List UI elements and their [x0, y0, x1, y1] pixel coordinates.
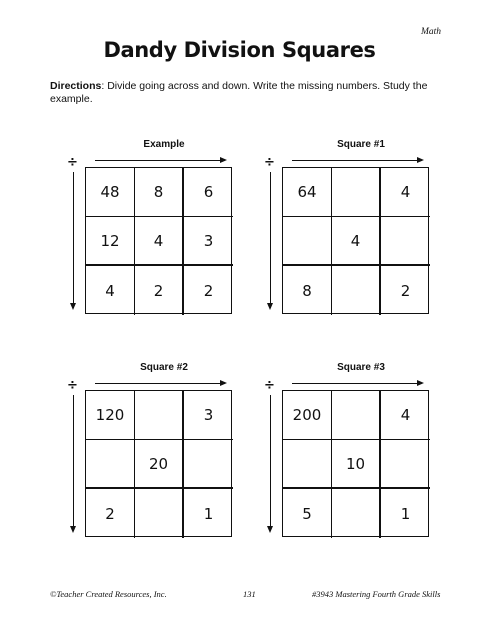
grid-cell: 2	[203, 281, 214, 300]
directions-label: Directions	[50, 80, 102, 92]
grid-cell[interactable]	[332, 266, 381, 315]
grid-cell: 3	[184, 391, 233, 440]
division-grid	[85, 167, 232, 314]
footer-page-number: 131	[243, 589, 256, 599]
down-arrow-icon	[73, 172, 74, 308]
right-arrow-icon	[292, 383, 422, 384]
page-title: Dandy Division Squares	[103, 38, 376, 62]
grid-cell: 4	[86, 266, 135, 315]
grid-cell[interactable]	[332, 391, 381, 440]
division-grid	[282, 167, 429, 314]
grid-cell: 10	[332, 440, 381, 489]
grid-cell: 4	[135, 217, 184, 266]
footer-book-title: #3943 Mastering Fourth Grade Skills	[312, 589, 441, 599]
grid-cell: 4	[332, 217, 381, 266]
grid-cell: 64	[283, 168, 332, 217]
puzzle-label: Square #3	[337, 362, 385, 373]
grid-cell: 1	[203, 504, 214, 523]
grid-cell[interactable]	[86, 440, 135, 489]
puzzle-example	[67, 139, 277, 309]
grid-cell[interactable]	[332, 168, 381, 217]
division-sign-icon: ÷	[264, 155, 275, 170]
grid-cell: 120	[86, 391, 135, 440]
grid-cell: 5	[283, 489, 332, 538]
puzzle-square-2	[67, 362, 277, 532]
down-arrow-icon	[270, 395, 271, 531]
division-sign-icon: ÷	[67, 155, 78, 170]
puzzle-label: Square #2	[140, 362, 188, 373]
grid-cell[interactable]	[184, 440, 233, 489]
grid-cell: 8	[283, 266, 332, 315]
puzzle-label: Square #1	[337, 139, 385, 150]
grid-cell: 2	[86, 489, 135, 538]
subject-label: Math	[420, 27, 441, 37]
puzzle-label: Example	[143, 139, 185, 150]
footer-copyright: ©Teacher Created Resources, Inc.	[50, 589, 167, 599]
grid-cell: 48	[86, 168, 135, 217]
division-grid	[85, 390, 232, 537]
grid-cell: 2	[135, 266, 184, 315]
puzzle-square-1	[264, 139, 474, 309]
grid-cell: 20	[135, 440, 184, 489]
grid-cell[interactable]	[381, 440, 430, 489]
grid-cell: 4	[381, 391, 430, 440]
right-arrow-icon	[292, 160, 422, 161]
grid-cell: 1	[400, 504, 411, 523]
directions-text: : Divide going across and down. Write the missing numbers. Study the example.	[50, 80, 428, 105]
grid-cell: 200	[283, 391, 332, 440]
grid-cell[interactable]	[135, 489, 184, 538]
grid-cell[interactable]	[381, 217, 430, 266]
grid-cell: 12	[86, 217, 135, 266]
down-arrow-icon	[73, 395, 74, 531]
down-arrow-icon	[270, 172, 271, 308]
grid-cell[interactable]	[135, 391, 184, 440]
grid-cell[interactable]	[332, 489, 381, 538]
grid-cell: 4	[381, 168, 430, 217]
right-arrow-icon	[95, 383, 225, 384]
grid-cell: 8	[135, 168, 184, 217]
grid-cell: 2	[400, 281, 411, 300]
grid-cell[interactable]	[283, 440, 332, 489]
puzzle-square-3	[264, 362, 474, 532]
division-sign-icon: ÷	[67, 378, 78, 393]
grid-cell[interactable]	[283, 217, 332, 266]
grid-cell: 3	[184, 217, 233, 266]
directions	[50, 80, 440, 105]
division-grid	[282, 390, 429, 537]
division-sign-icon: ÷	[264, 378, 275, 393]
right-arrow-icon	[95, 160, 225, 161]
grid-cell: 6	[184, 168, 233, 217]
